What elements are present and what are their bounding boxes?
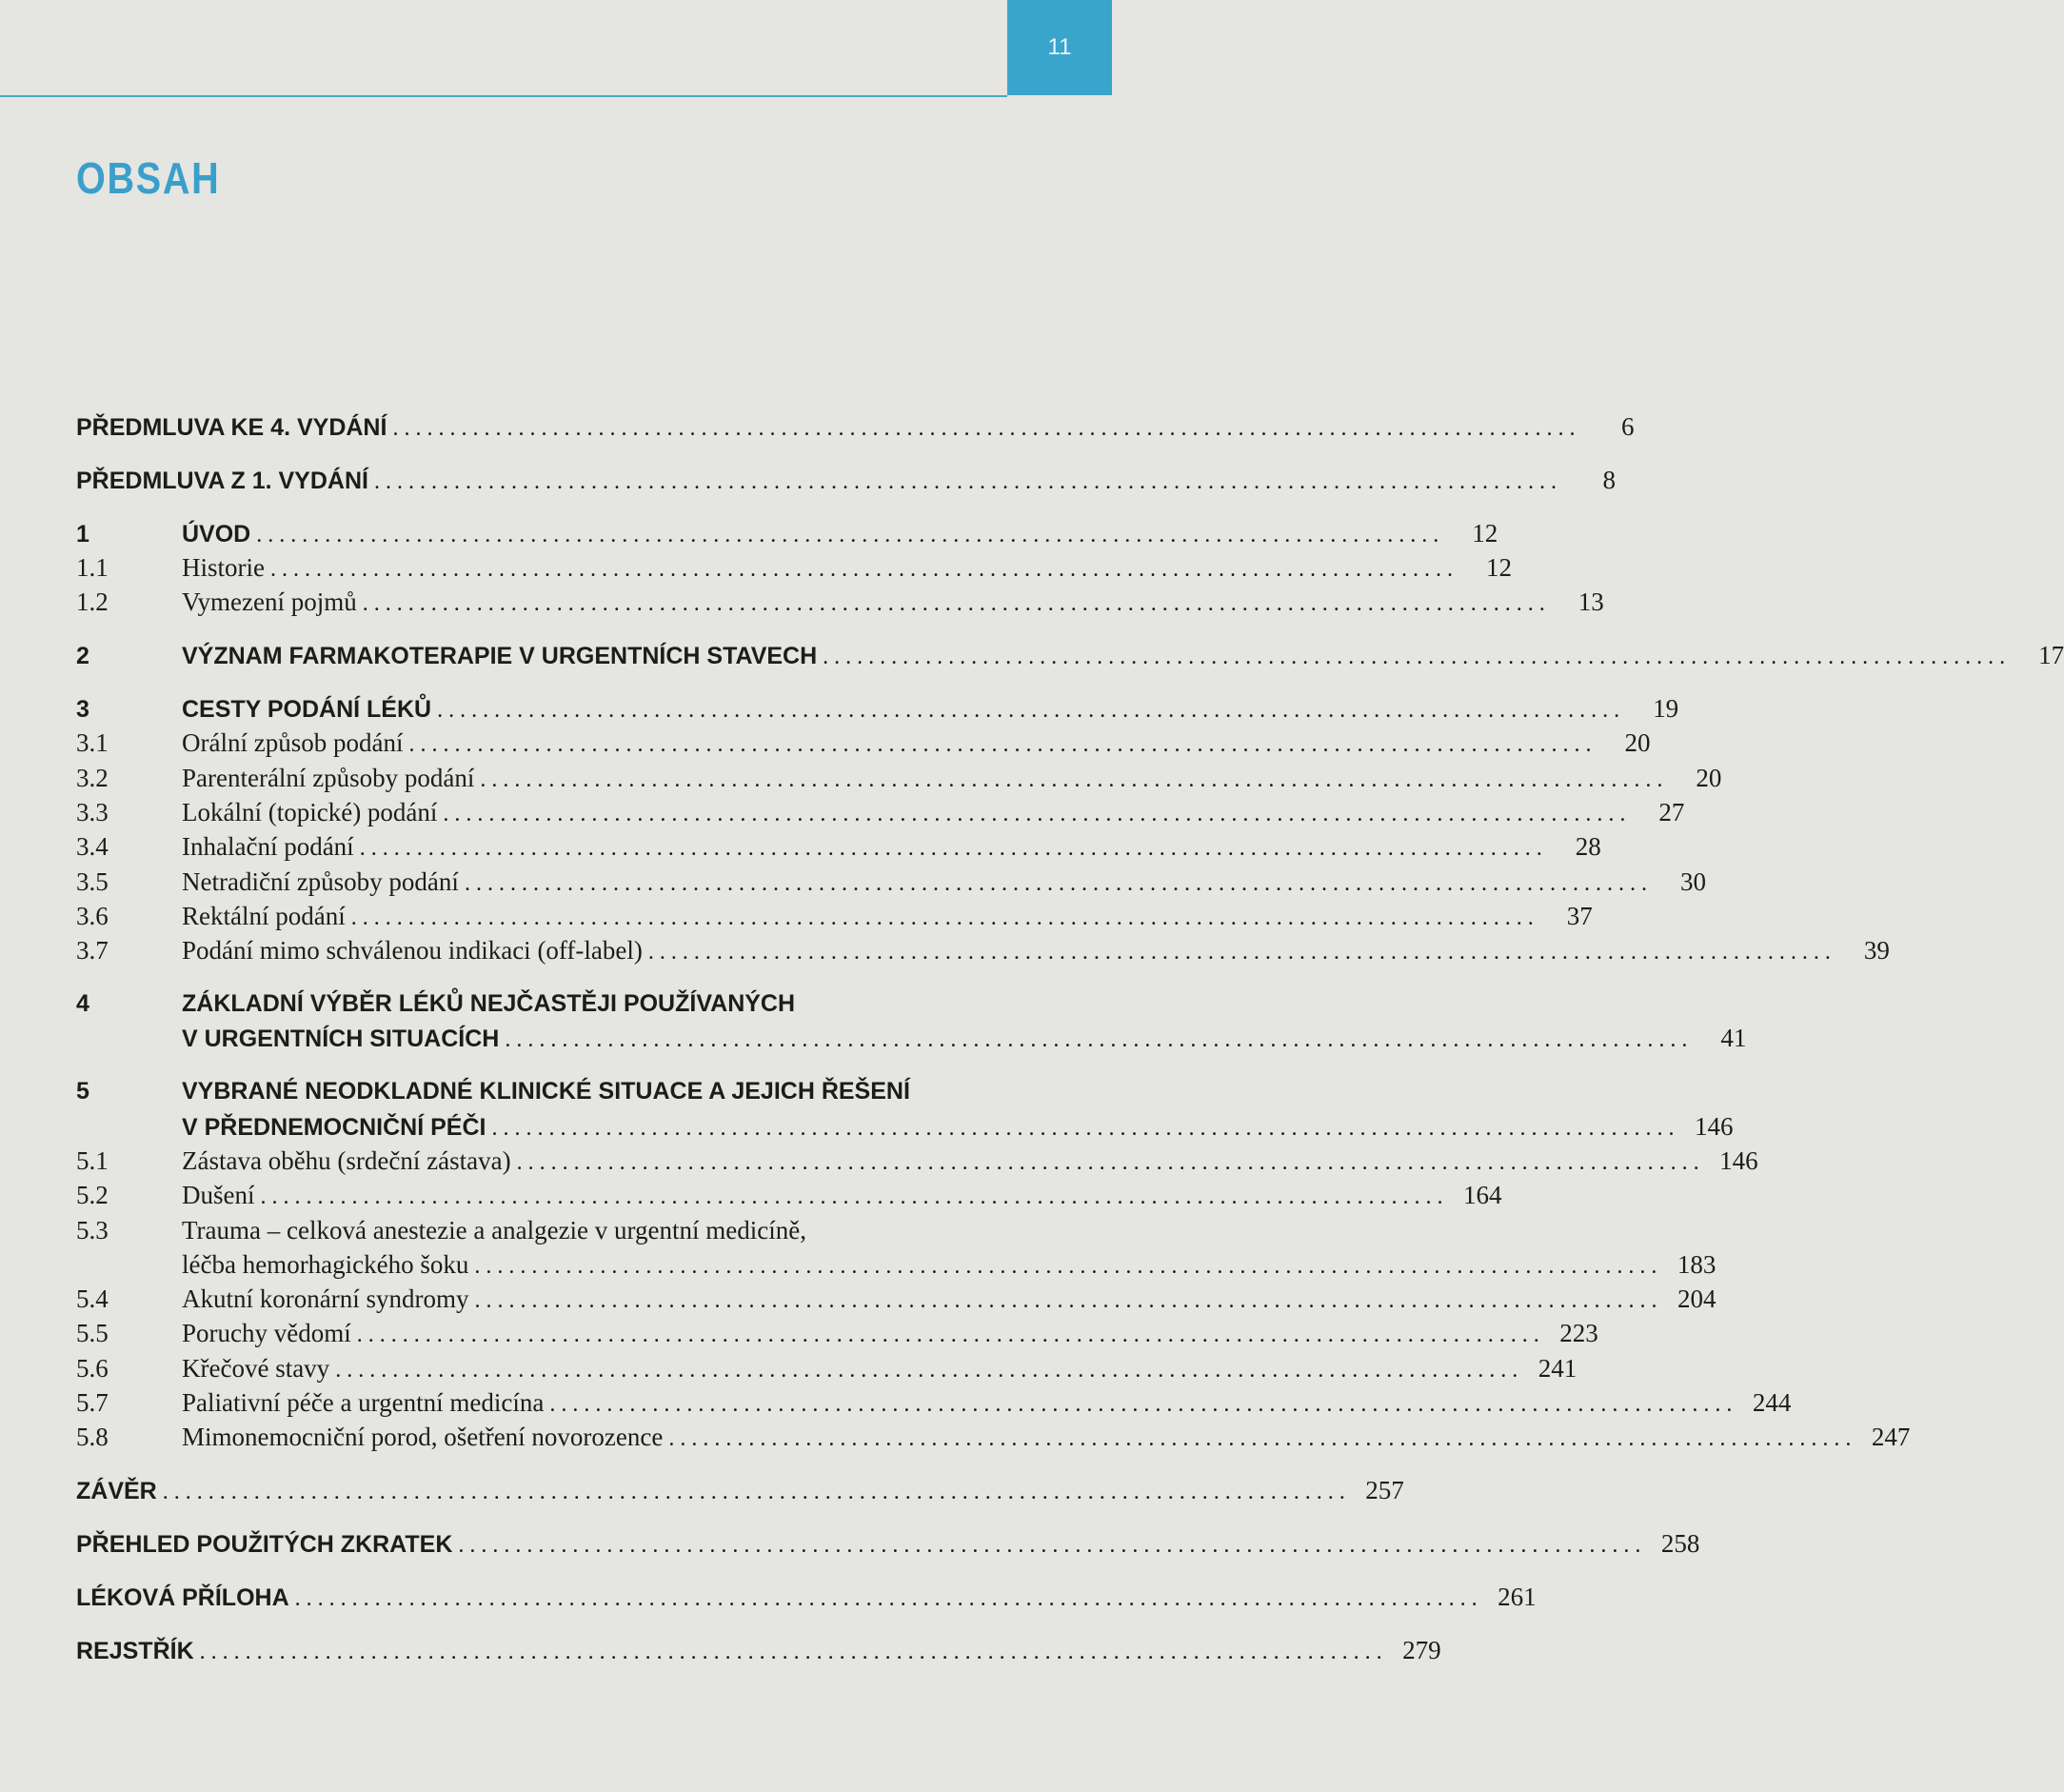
toc-entry-label: Lokální (topické) podání <box>182 798 438 827</box>
toc-entry-label: PŘEDMLUVA KE 4. VYDÁNÍ <box>76 414 387 441</box>
toc-section[interactable] <box>76 585 1604 619</box>
toc-section[interactable] <box>76 1282 1717 1316</box>
toc-entry-label: CESTY PODÁNÍ LÉKŮ <box>182 696 432 724</box>
dot-leader: ........................................................................................................ <box>270 557 1459 583</box>
toc-entry-page: 183 <box>1677 1249 1717 1279</box>
toc-entry-number: 3 <box>76 696 89 724</box>
toc-entry-page: 12 <box>1486 553 1512 583</box>
dot-leader: ........................................................................................................ <box>458 1533 1647 1559</box>
toc-entry-page: 30 <box>1679 866 1706 896</box>
toc-entry-page: 146 <box>1719 1145 1758 1175</box>
toc-entry-label-cont: léčba hemorhagického šoku <box>182 1249 469 1279</box>
toc-entry-page: 6 <box>1620 412 1635 441</box>
toc-entry-label: VYBRANÉ NEODKLADNÉ KLINICKÉ SITUACE A JEJICH ŘEŠENÍ <box>182 1078 910 1105</box>
dot-leader: ........................................................................................................ <box>294 1585 1483 1611</box>
toc-section[interactable] <box>76 726 1651 760</box>
toc-entry-label: Rektální podání <box>182 901 346 930</box>
toc-entry-page: 146 <box>1694 1111 1734 1141</box>
toc-entry-label: ZÁVĚR <box>76 1478 157 1505</box>
toc-entry-number: 1.2 <box>76 587 109 617</box>
toc-entry-label: Vymezení pojmů <box>182 587 357 617</box>
toc-entry-number: 2 <box>76 643 89 670</box>
toc-entry-label: Paliativní péče a urgentní medicína <box>182 1387 545 1417</box>
toc-entry[interactable] <box>76 1633 1441 1667</box>
dot-leader: ........................................................................................................ <box>668 1426 1857 1452</box>
toc-entry-number: 3.7 <box>76 936 109 966</box>
dot-leader: ........................................................................................................ <box>199 1639 1388 1664</box>
toc-section[interactable] <box>76 1385 1792 1420</box>
dot-leader: ........................................................................................................ <box>392 416 1581 441</box>
toc-entry-label: VÝZNAM FARMAKOTERAPIE V URGENTNÍCH STAVECH <box>182 643 818 670</box>
toc-entry-label: Poruchy vědomí <box>182 1319 351 1348</box>
toc-chapter-line2[interactable] <box>76 1021 1747 1055</box>
dot-leader: ........................................................................................................ <box>437 698 1626 724</box>
toc-entry-label: PŘEDMLUVA Z 1. VYDÁNÍ <box>76 467 368 494</box>
dot-leader: ........................................................................................................ <box>474 1253 1663 1279</box>
toc-section[interactable] <box>76 795 1685 829</box>
dot-leader: ........................................................................................................ <box>474 1288 1663 1314</box>
toc-entry-number: 3.6 <box>76 901 109 930</box>
toc-entry-page: 258 <box>1660 1529 1700 1559</box>
toc-entry-page: 37 <box>1566 901 1593 930</box>
dot-leader: ........................................................................................................ <box>162 1480 1351 1505</box>
toc-entry-label: PŘEHLED POUŽITÝCH ZKRATEK <box>76 1531 453 1559</box>
toc-entry-number: 5.6 <box>76 1353 109 1383</box>
toc-entry-page: 20 <box>1696 763 1722 792</box>
toc-entry-label: Podání mimo schválenou indikaci (off-label) <box>182 936 643 966</box>
dot-leader: ........................................................................................................ <box>356 1323 1545 1348</box>
toc-entry-number: 5 <box>76 1078 89 1105</box>
toc-entry-label: Netradiční způsoby podání <box>182 866 459 896</box>
toc-entry-label: Zástava oběhu (srdeční zástava) <box>182 1145 511 1175</box>
dot-leader: ........................................................................................................ <box>516 1149 1705 1175</box>
toc-section[interactable] <box>76 1178 1502 1212</box>
toc-entry-number: 5.3 <box>76 1215 109 1244</box>
toc-section[interactable] <box>76 899 1593 933</box>
toc-chapter-line1[interactable] <box>76 986 982 1021</box>
toc-section[interactable] <box>76 933 1890 967</box>
toc-entry-label: Křečové stavy <box>182 1353 330 1383</box>
toc-entry-label: Trauma – celková anestezie a analgezie v urgentní medicíně, <box>182 1215 806 1244</box>
toc-section[interactable] <box>76 1316 1598 1350</box>
toc-entry-number: 3.1 <box>76 728 109 758</box>
dot-leader: ........................................................................................................ <box>647 940 1836 966</box>
dot-leader: ........................................................................................................ <box>256 522 1445 548</box>
toc-entry-page: 27 <box>1658 798 1685 827</box>
dot-leader: ........................................................................................................ <box>350 905 1539 930</box>
toc-entry-label-cont: V PŘEDNEMOCNIČNÍ PÉČI <box>182 1113 486 1141</box>
toc-entry-number: 5.2 <box>76 1181 109 1210</box>
toc-entry-label: Dušení <box>182 1181 255 1210</box>
toc-entry-page: 12 <box>1472 518 1498 548</box>
toc-entry-page: 244 <box>1752 1387 1792 1417</box>
toc-chapter-line1[interactable] <box>76 1074 982 1108</box>
toc-chapter[interactable] <box>76 638 2064 672</box>
toc-section[interactable] <box>76 1420 1911 1454</box>
toc-entry-page: 241 <box>1538 1353 1578 1383</box>
toc-entry-label: LÉKOVÁ PŘÍLOHA <box>76 1583 289 1611</box>
toc-entry-page: 247 <box>1871 1423 1911 1452</box>
toc-entry-label: Inhalační podání <box>182 832 354 862</box>
toc-entry-number: 4 <box>76 990 89 1018</box>
dot-leader: ........................................................................................................ <box>505 1027 1694 1053</box>
toc-section[interactable] <box>76 865 1706 899</box>
toc-entry-number: 5.1 <box>76 1145 109 1175</box>
toc-entry-page: 28 <box>1575 832 1601 862</box>
toc-entry-page: 223 <box>1559 1319 1598 1348</box>
toc-section[interactable] <box>76 761 1722 795</box>
toc-section[interactable] <box>76 1144 1758 1178</box>
dot-leader: ........................................................................................................ <box>549 1391 1738 1417</box>
toc-entry[interactable] <box>76 409 1635 444</box>
page-title: OBSAH <box>76 153 221 203</box>
toc-entry-page: 8 <box>1602 465 1616 494</box>
header-rule <box>0 95 1007 97</box>
toc-section-line1[interactable] <box>76 1213 982 1247</box>
toc-entry-label: Orální způsob podání <box>182 728 404 758</box>
toc-entry-number: 3.4 <box>76 832 109 862</box>
toc-entry-number: 5.7 <box>76 1387 109 1417</box>
toc-entry-label: Akutní koronární syndromy <box>182 1284 469 1314</box>
toc-entry[interactable] <box>76 1473 1404 1507</box>
toc-entry-page: 261 <box>1498 1582 1537 1611</box>
dot-leader: ........................................................................................................ <box>464 870 1653 896</box>
toc-section[interactable] <box>76 550 1512 585</box>
dot-leader: ........................................................................................................ <box>408 732 1598 758</box>
toc-chapter-line2[interactable] <box>76 1109 1734 1144</box>
dot-leader: ........................................................................................................ <box>359 836 1548 862</box>
toc-section-line2[interactable] <box>76 1247 1717 1282</box>
toc-entry-label: Historie <box>182 553 265 583</box>
toc-entry-number: 1.1 <box>76 553 109 583</box>
toc-entry-page: 17 <box>2038 641 2064 670</box>
toc-entry-number: 3.2 <box>76 763 109 792</box>
toc-entry-number: 3.3 <box>76 798 109 827</box>
dot-leader: ........................................................................................................ <box>362 591 1551 617</box>
toc-entry-label: Mimonemocniční porod, ošetření novorozence <box>182 1423 664 1452</box>
table-of-contents <box>76 409 2064 1667</box>
toc-entry-label-cont: V URGENTNÍCH SITUACÍCH <box>182 1025 500 1053</box>
toc-chapter[interactable] <box>76 516 1498 550</box>
toc-entry-label: ZÁKLADNÍ VÝBĚR LÉKŮ NEJČASTĚJI POUŽÍVANÝCH <box>182 990 796 1018</box>
dot-leader: ........................................................................................................ <box>823 645 2012 670</box>
toc-chapter[interactable] <box>76 691 1679 726</box>
dot-leader: ........................................................................................................ <box>260 1185 1449 1210</box>
toc-entry[interactable] <box>76 1526 1700 1561</box>
toc-section[interactable] <box>76 829 1601 864</box>
dot-leader: ........................................................................................................ <box>335 1357 1524 1383</box>
toc-entry-page: 39 <box>1863 936 1890 966</box>
toc-entry-number: 1 <box>76 520 89 548</box>
toc-entry-number: 3.5 <box>76 866 109 896</box>
toc-entry-page: 204 <box>1677 1284 1717 1314</box>
toc-entry[interactable] <box>76 463 1616 497</box>
toc-entry-label: ÚVOD <box>182 520 251 548</box>
toc-entry[interactable] <box>76 1580 1537 1614</box>
dot-leader: ........................................................................................................ <box>480 767 1669 792</box>
toc-entry-page: 164 <box>1463 1181 1502 1210</box>
dot-leader: ........................................................................................................ <box>373 468 1562 494</box>
toc-entry-page: 41 <box>1720 1024 1747 1053</box>
toc-entry-number: 5.8 <box>76 1423 109 1452</box>
toc-entry-page: 13 <box>1578 587 1604 617</box>
toc-entry-page: 257 <box>1365 1476 1404 1505</box>
toc-entry-label: REJSTŘÍK <box>76 1637 194 1664</box>
toc-entry-label: Parenterální způsoby podání <box>182 763 475 792</box>
toc-entry-page: 19 <box>1653 694 1679 724</box>
toc-entry-number: 5.4 <box>76 1284 109 1314</box>
toc-entry-page: 279 <box>1402 1635 1441 1664</box>
dot-leader: ........................................................................................................ <box>491 1115 1680 1141</box>
page-number: 11 <box>1007 0 1112 95</box>
toc-entry-number: 5.5 <box>76 1319 109 1348</box>
toc-entry-page: 20 <box>1624 728 1651 758</box>
toc-section[interactable] <box>76 1351 1578 1385</box>
dot-leader: ........................................................................................................ <box>443 802 1632 827</box>
